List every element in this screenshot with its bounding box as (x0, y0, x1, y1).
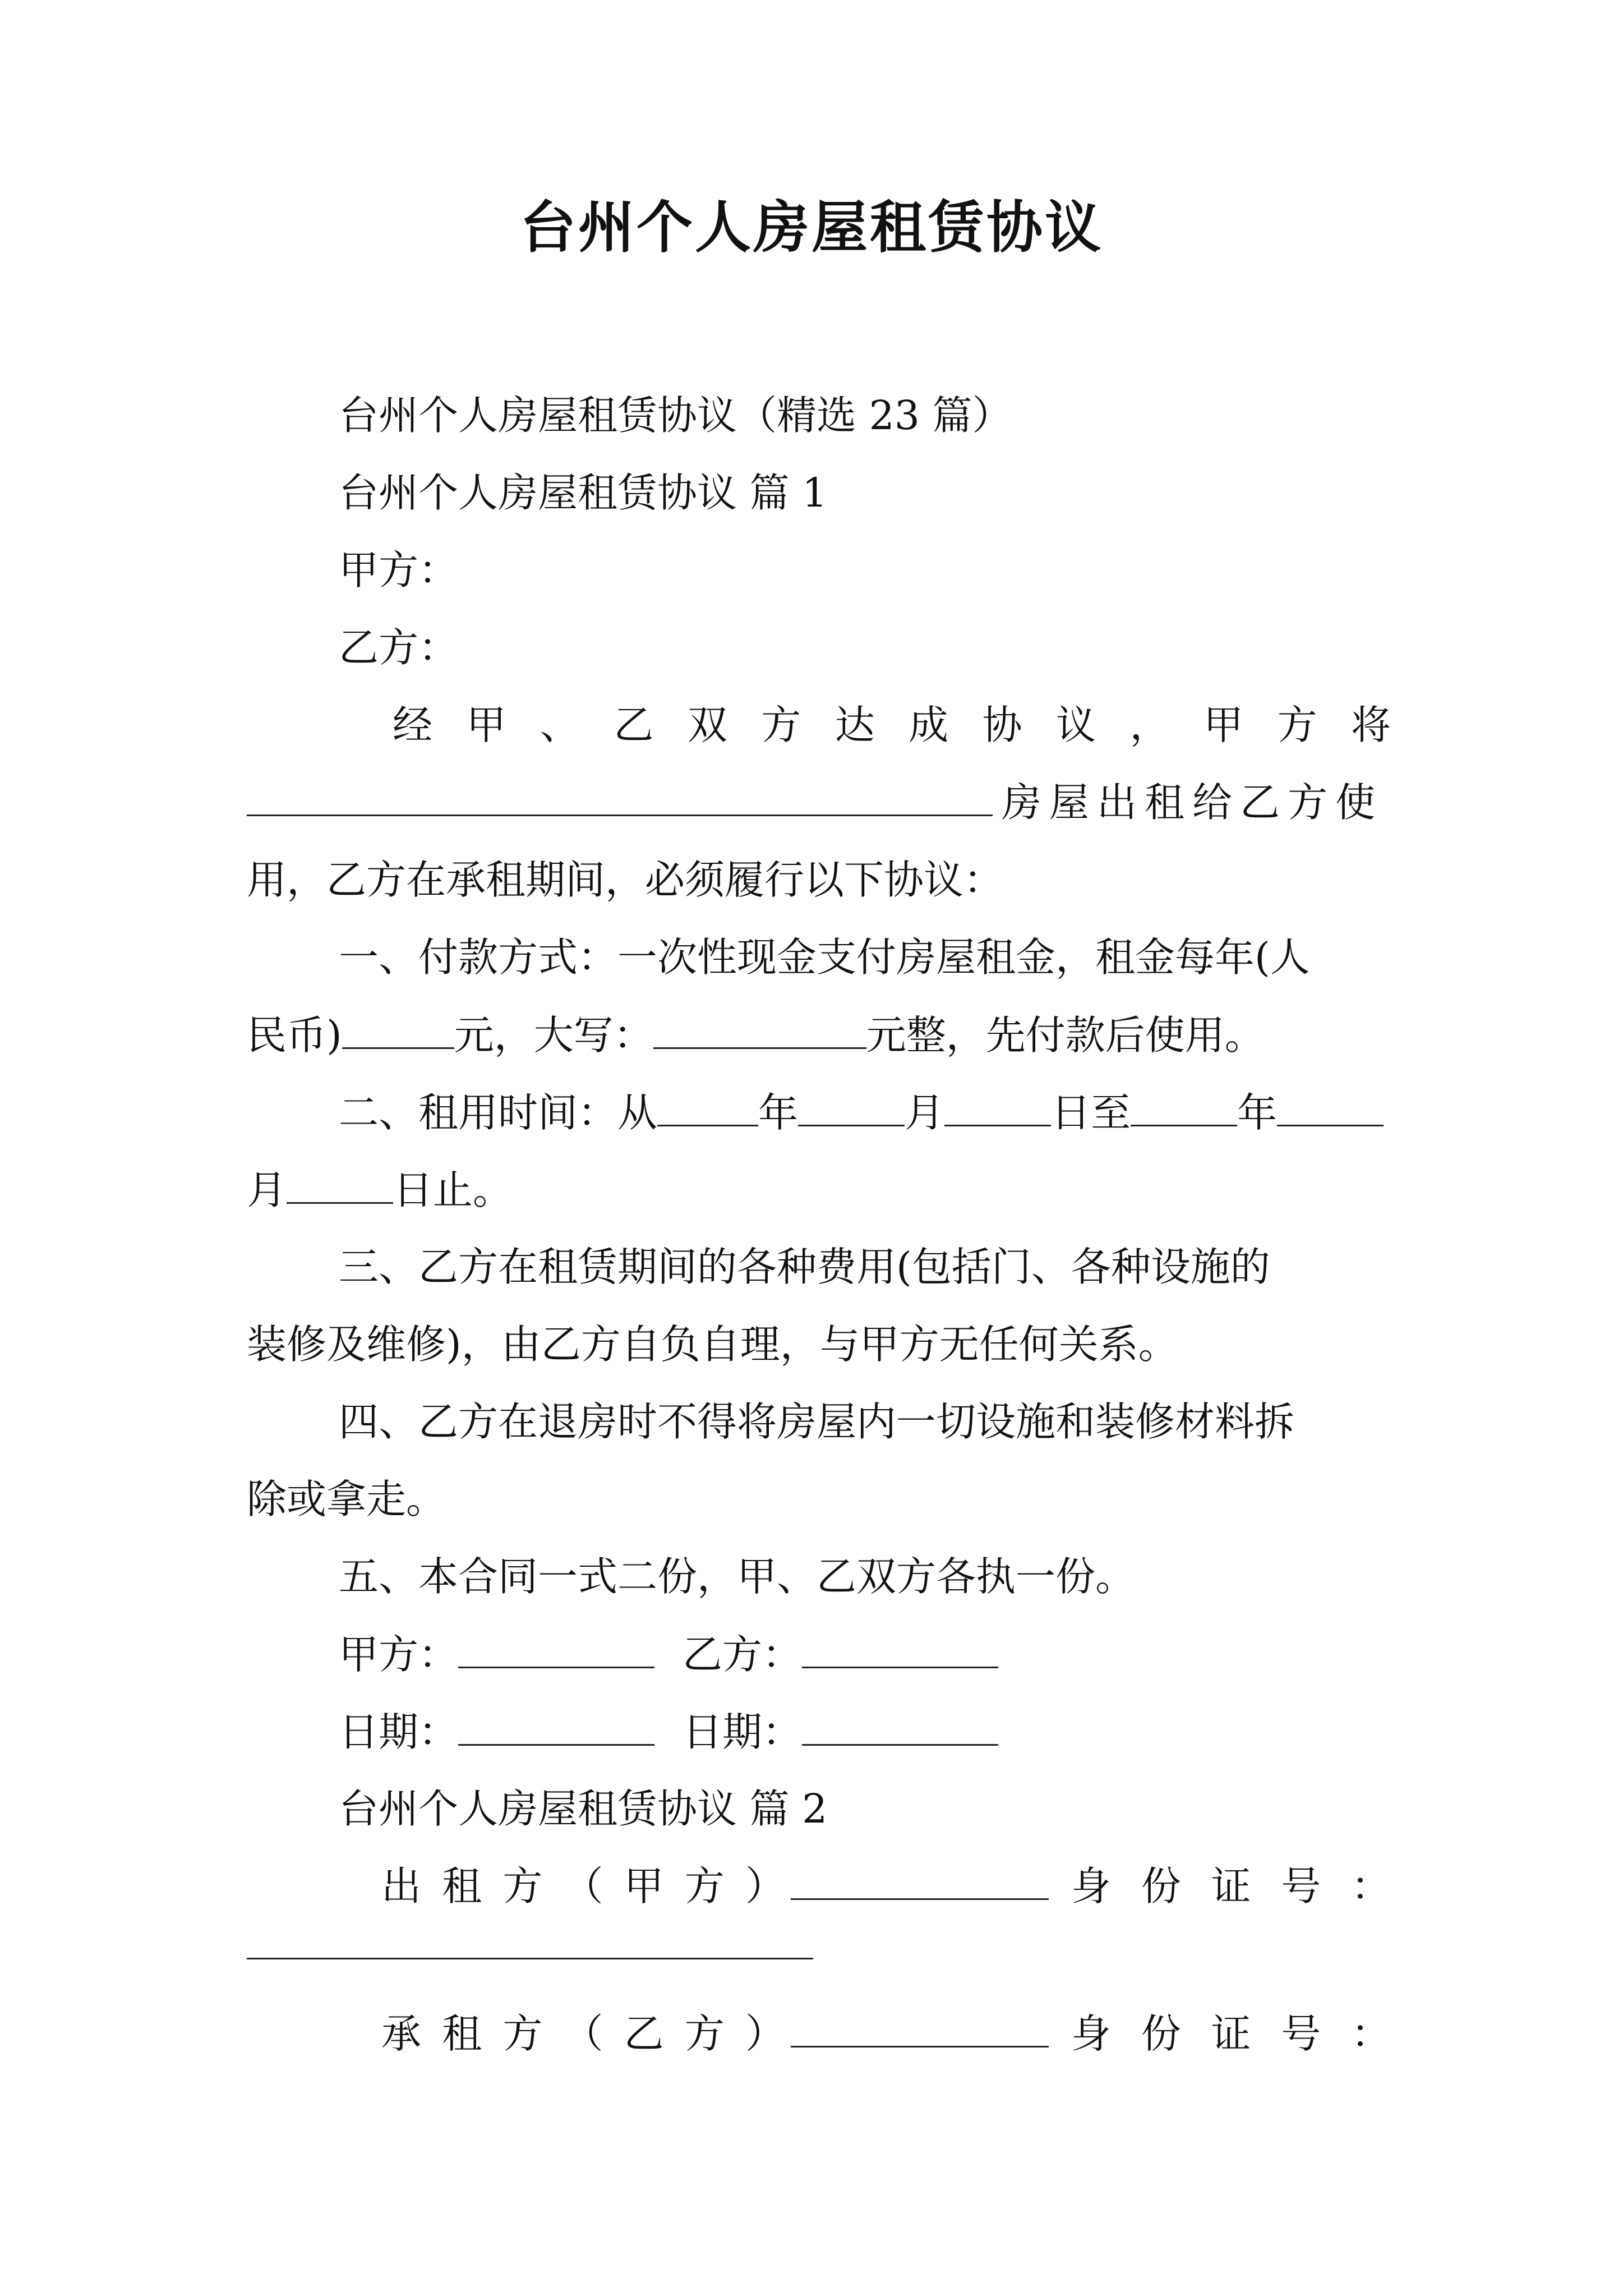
lessee-char: 承 (381, 2010, 422, 2057)
section2-heading: 台州个人房屋租赁协议 篇 2 (339, 1786, 828, 1832)
intro-line-1 (393, 702, 1391, 748)
clause-1-line-1: 一、付款方式：一次性现金支付房屋租金，租金每年(人 (339, 934, 1310, 981)
blank-start-month (798, 1092, 905, 1126)
lessee-char: 租 (442, 2010, 482, 2057)
lessee-char: 乙 (624, 2010, 664, 2057)
lessor-id-blank (247, 1958, 813, 1959)
lessor-char: ） (745, 1863, 785, 1910)
id-char: 证 (1211, 2010, 1251, 2057)
clause-3-line-2: 装修及维修)，由乙方自负自理，与甲方无任何关系。 (247, 1321, 1178, 1368)
id-char: 份 (1141, 1863, 1181, 1910)
intro-char: 双 (687, 702, 727, 748)
intro-char: 甲 (1203, 702, 1243, 748)
id-char: 份 (1141, 2010, 1181, 2057)
party-a-label: 甲方： (339, 547, 459, 593)
clause-2-text-e: 年 (1237, 1089, 1278, 1136)
id-char: 号 (1281, 2010, 1321, 2057)
lessee-id-label (1071, 2010, 1391, 2057)
lessor-char: 租 (442, 1863, 482, 1910)
lessor-char: （ (563, 1863, 603, 1910)
clause-2-line-1 (339, 1089, 1384, 1136)
clause-2-text-f: 月 (247, 1167, 287, 1213)
lessee-char: （ (563, 2010, 603, 2057)
blank-amount-words (653, 1015, 866, 1049)
id-char: 身 (1071, 1863, 1112, 1910)
intro-char: 将 (1350, 702, 1391, 748)
intro-char: 达 (834, 702, 875, 748)
clause-4-line-1: 四、乙方在退房时不得将房屋内一切设施和装修材料拆 (339, 1398, 1295, 1445)
lessee-char: ） (745, 2010, 785, 2057)
lessor-char: 出 (381, 1863, 422, 1910)
intro-char: 议 (1056, 702, 1096, 748)
clause-2-text-b: 年 (758, 1089, 799, 1136)
document-title: 台州个人房屋租赁协议 (520, 194, 1103, 260)
clause-1-text-a: 民币) (247, 1012, 342, 1059)
blank-end-day (287, 1170, 393, 1204)
id-char: 身 (1071, 2010, 1112, 2057)
party-b-label: 乙方： (339, 624, 459, 671)
intro-char: 甲 (466, 702, 506, 748)
clause-2-text-a: 二、租用时间：从 (339, 1089, 658, 1136)
lessee-name-blank (791, 2046, 1049, 2047)
blank-amount (342, 1015, 454, 1049)
clause-2-line-2 (247, 1167, 513, 1213)
blank-line-address (247, 815, 993, 816)
lessee-char: 方 (684, 2010, 725, 2057)
date-b-label: 日期： (683, 1709, 803, 1755)
intro-char: 、 (540, 702, 580, 748)
date-b-blank (802, 1711, 998, 1746)
id-char: 证 (1211, 1863, 1251, 1910)
clause-1-text-c: 元整，先付款后使用。 (866, 1012, 1265, 1059)
sign-party-b-label: 乙方： (683, 1631, 803, 1678)
intro-char: 方 (1277, 702, 1317, 748)
blank-end-year (1131, 1092, 1237, 1126)
lessor-char: 方 (502, 1863, 543, 1910)
intro-char: 乙 (614, 702, 654, 748)
intro-char: ， (1129, 702, 1170, 748)
intro-char: 成 (909, 702, 949, 748)
intro-char: 经 (393, 702, 433, 748)
lessee-char: 方 (502, 2010, 543, 2057)
lessor-name-blank (791, 1898, 1049, 1900)
clause-2-text-d: 日至 (1051, 1089, 1131, 1136)
sign-party-a-blank (458, 1634, 654, 1668)
intro-char: 方 (761, 702, 801, 748)
lessor-label (381, 1863, 785, 1910)
lessor-char: 方 (684, 1863, 725, 1910)
signature-row (339, 1631, 998, 1678)
blank-end-month-a (1277, 1092, 1384, 1126)
blank-start-day (944, 1092, 1051, 1126)
lessor-char: 甲 (624, 1863, 664, 1910)
clause-2-text-c: 月 (905, 1089, 945, 1136)
id-char: ： (1350, 2010, 1391, 2057)
intro-line-2-tail: 房屋出租给乙方使 (1002, 779, 1384, 826)
clause-1-text-b: 元，大写： (454, 1012, 653, 1059)
clause-5: 五、本合同一式二份，甲、乙双方各执一份。 (339, 1553, 1136, 1600)
sign-party-a-label: 甲方： (339, 1631, 459, 1678)
date-a-label: 日期： (339, 1709, 459, 1755)
id-char: ： (1350, 1863, 1391, 1910)
subtitle: 台州个人房屋租赁协议（精选 23 篇） (339, 392, 1012, 439)
date-a-blank (458, 1711, 654, 1746)
sign-party-b-blank (802, 1634, 998, 1668)
lessor-id-label (1071, 1863, 1391, 1910)
intro-char: 协 (982, 702, 1022, 748)
intro-line-3: 用，乙方在承租期间，必须履行以下协议： (247, 857, 1004, 903)
date-row (339, 1709, 998, 1755)
clause-4-line-2: 除或拿走。 (247, 1476, 446, 1522)
clause-2-text-g: 日止。 (393, 1167, 513, 1213)
lessee-label (381, 2010, 785, 2057)
blank-start-year (657, 1092, 758, 1126)
clause-1-line-2 (247, 1012, 1265, 1059)
id-char: 号 (1281, 1863, 1321, 1910)
clause-3-line-1: 三、乙方在租赁期间的各种费用(包括门、各种设施的 (339, 1244, 1270, 1290)
section1-heading: 台州个人房屋租赁协议 篇 1 (339, 470, 828, 516)
